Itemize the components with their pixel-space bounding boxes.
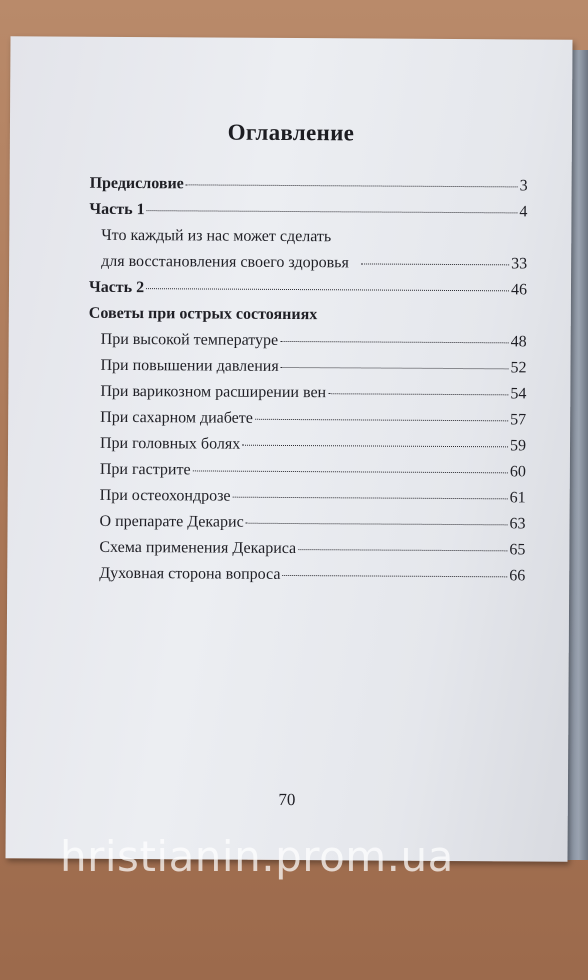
toc-entry-label: При варикозном расширении вен xyxy=(100,382,327,402)
toc-entry-page: 65 xyxy=(509,541,526,559)
toc-leader-dots xyxy=(233,497,508,500)
toc-entry-preface xyxy=(90,175,528,196)
toc-entry-label: Часть 1 xyxy=(89,200,145,219)
toc-entry xyxy=(100,487,526,508)
toc-leader-dots xyxy=(298,549,507,551)
toc-leader-dots xyxy=(147,210,518,213)
toc-entry-label: При остеохондрозе xyxy=(99,486,231,505)
toc-entry-label: Часть 2 xyxy=(88,278,145,297)
toc-entry-label: При головных болях xyxy=(99,434,241,453)
toc-entry xyxy=(99,539,525,560)
toc-entry-label: При гастрите xyxy=(99,460,191,479)
toc-entry-page: 33 xyxy=(511,255,528,273)
toc-entry-page: 59 xyxy=(509,437,527,455)
toc-entry-label: При сахарном диабете xyxy=(100,408,253,427)
toc-entry-page: 52 xyxy=(510,359,527,377)
toc-leader-dots xyxy=(246,523,508,526)
toc-entry-page: 57 xyxy=(510,411,527,429)
toc-entry-page: 46 xyxy=(510,281,528,299)
toc-entry xyxy=(100,383,526,404)
book-page xyxy=(5,36,572,861)
toc-entry-label: Схема применения Декариса xyxy=(99,538,297,558)
watermark-text: hristianin.prom.ua xyxy=(60,832,454,881)
page-title: Оглавление xyxy=(227,119,355,146)
toc-entry-label-line1: Что каждый из нас может сделать xyxy=(101,226,332,246)
toc-section-heading: Советы при острых состояниях xyxy=(88,304,318,324)
toc-entry-label: При повышении давления xyxy=(100,356,279,375)
toc-entry-label: Предисловие xyxy=(89,174,184,193)
toc-leader-dots xyxy=(361,263,509,265)
toc-leader-dots xyxy=(242,445,508,448)
toc-leader-dots xyxy=(193,470,508,473)
page-number: 70 xyxy=(278,789,296,810)
toc-entry xyxy=(100,435,526,456)
toc-entry-label-line2: для восстановления своего здоровья xyxy=(101,252,349,272)
toc-entry-label: При высокой температуре xyxy=(100,330,279,349)
toc-leader-dots xyxy=(282,575,507,577)
toc-entry-page: 66 xyxy=(509,567,526,585)
toc-leader-dots xyxy=(146,288,509,291)
toc-entry-part-1 xyxy=(89,201,527,222)
toc-leader-dots xyxy=(186,184,518,187)
toc-entry xyxy=(100,461,526,482)
toc-entry-page: 61 xyxy=(509,489,526,507)
toc-entry-page: 3 xyxy=(519,177,528,195)
toc-entry-label: О препарате Декарис xyxy=(99,512,244,531)
toc-leader-dots xyxy=(328,393,508,395)
toc-entry xyxy=(99,513,525,534)
toc-entry xyxy=(99,565,525,586)
toc-entry-page: 60 xyxy=(509,463,526,481)
toc-entry-page: 63 xyxy=(509,515,526,533)
toc-entry-page: 54 xyxy=(510,385,527,403)
toc-entry xyxy=(100,409,526,430)
toc-leader-dots xyxy=(255,419,508,422)
toc-entry-page: 48 xyxy=(510,333,527,351)
toc-entry-part-2 xyxy=(89,279,527,300)
toc-leader-dots xyxy=(280,341,509,343)
toc-entry xyxy=(100,357,526,378)
toc-entry-label: Духовная сторона вопроса xyxy=(99,564,281,583)
toc-leader-dots xyxy=(281,367,509,369)
toc-entry-restore-health xyxy=(101,253,527,274)
toc-entry xyxy=(101,331,527,352)
toc-entry-page: 4 xyxy=(519,203,528,221)
